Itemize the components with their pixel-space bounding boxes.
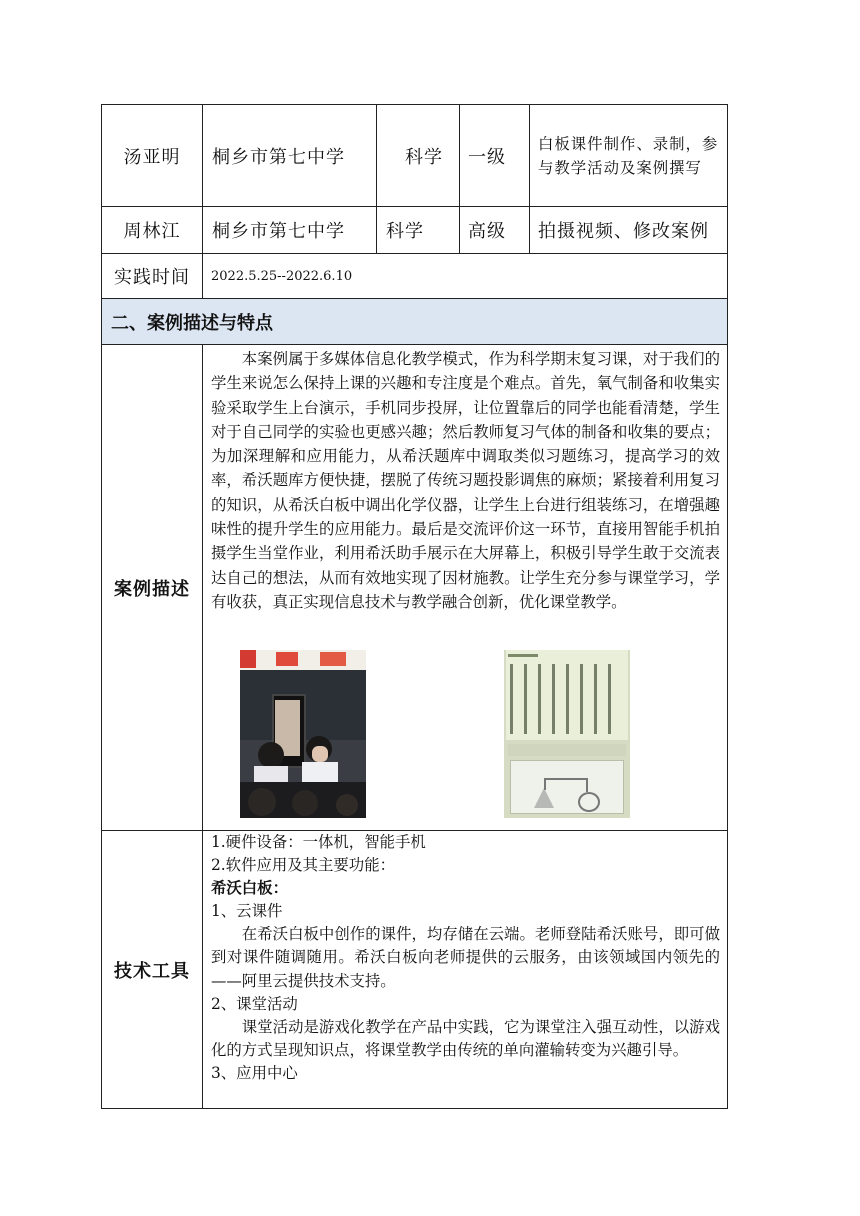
case-label: 案例描述 xyxy=(114,578,190,600)
whiteboard-screen-photo xyxy=(504,650,630,818)
member-name: 汤亚明 xyxy=(123,146,181,168)
member-subject: 科学 xyxy=(386,221,424,242)
member-subject: 科学 xyxy=(405,146,443,168)
subject-column-divider xyxy=(459,104,460,254)
item-title-cloud: 1、云课件 xyxy=(211,902,283,921)
tools-label: 技术工具 xyxy=(114,960,190,982)
item-text-cloud: 在希沃白板中创作的课件，均存储在云端。老师登陆希沃账号，即可做到对课件随调随用。希沃白板向老师提供的云服务，由该领域国内领先的——阿里云提供技术支持。 xyxy=(211,925,720,990)
member-role: 白板课件制作、录制，参与教学活动及案例撰写 xyxy=(538,134,719,177)
member-level: 一级 xyxy=(468,146,506,168)
classroom-photo xyxy=(240,650,366,818)
table-bottom-border xyxy=(101,1108,728,1109)
section-title xyxy=(102,299,727,344)
product-name: 希沃白板： xyxy=(211,879,288,898)
member-school: 桐乡市第七中学 xyxy=(212,221,345,242)
member-level: 高级 xyxy=(468,221,506,242)
item-title-activity: 2、课堂活动 xyxy=(211,994,298,1013)
label-column-divider xyxy=(202,104,203,299)
hardware-line: 1.硬件设备：一体机，智能手机 xyxy=(211,833,426,851)
school-column-divider xyxy=(376,104,377,254)
table-right-border xyxy=(727,104,728,1109)
practice-time-value: 2022.5.25--2022.6.10 xyxy=(211,268,353,284)
case-paragraph: 本案例属于多媒体信息化教学模式，作为科学期末复习课，对于我们的学生来说怎么保持上课的兴趣和专注度是个难点。首先，氧气制备和收集实验采取学生上台演示，手机同步投屏，让位置靠后的同学也能看清楚，学生对于自己同学的实验也更感兴趣；然后教师复习气体的制备和收集的要点；为加深理解和应用能力，从希沃题库中调取类似习题练习，提高学习的效率，希沃题库方便快捷，摆脱了传统习题投影调焦的麻烦；紧接着利用复习的知识，从希沃白板中调出化学仪器，让学生上台进行组装练习，在增强趣味性的提升学生的应用能力。最后是交流评价这一环节，直接用智能手机拍摄学生当堂作业，利用希沃助手展示在大屏幕上，积极引导学生敢于交流表达自己的想法，从而有效地实现了因材施教。让学生充分参与课堂学习，学有收获，真正实现信息技术与教学融合创新，优化课堂教学。 xyxy=(211,350,720,611)
member-school: 桐乡市第七中学 xyxy=(212,146,345,168)
software-line: 2.软件应用及其主要功能： xyxy=(211,856,395,875)
member-role: 拍摄视频、修改案例 xyxy=(538,221,709,242)
tools-text-block xyxy=(211,831,720,1085)
level-column-divider xyxy=(529,104,530,254)
label-column-divider xyxy=(202,344,203,1109)
section-title-text: 二、案例描述与特点 xyxy=(111,312,273,334)
practice-time-label: 实践时间 xyxy=(114,267,190,288)
case-text-block xyxy=(211,347,720,614)
member-name: 周林江 xyxy=(123,221,181,242)
item-title-appcenter: 3、应用中心 xyxy=(211,1063,298,1082)
item-text-activity: 课堂活动是游戏化教学在产品中实践，它为课堂注入强互动性，以游戏化的方式呈现知识点，将课堂教学由传统的单向灌输转变为兴趣引导。 xyxy=(211,1017,720,1059)
